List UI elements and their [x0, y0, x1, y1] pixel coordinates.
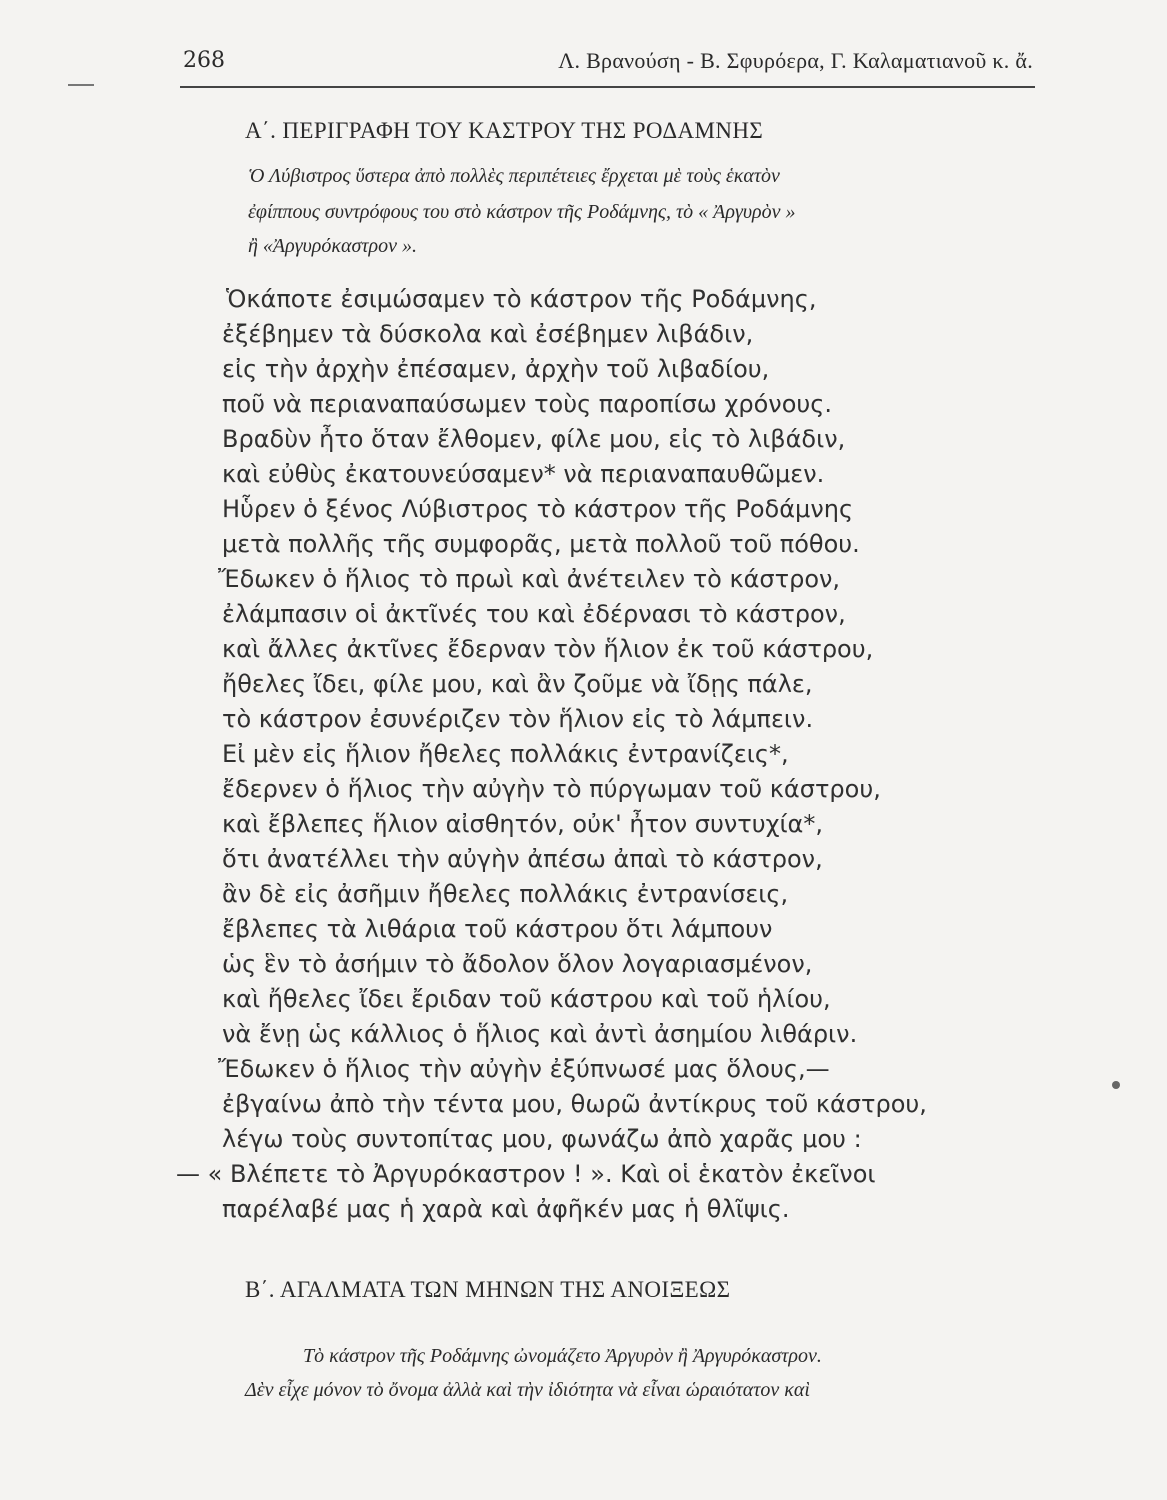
verse-line: Ὁκάποτε ἐσιμώσαμεν τὸ κάστρον τῆς Ροδάμνης,: [226, 285, 817, 313]
verse-line: καὶ ἤθελες ἴδει ἔριδαν τοῦ κάστρου καὶ τοῦ ἡλίου,: [222, 985, 831, 1013]
verse-line: Βραδὺν ἦτο ὅταν ἔλθομεν, φίλε μου, εἰς τὸ λιβάδιν,: [222, 425, 846, 453]
verse-line: ἔδερνεν ὁ ἥλιος τὴν αὐγὴν τὸ πύργωμαν τοῦ κάστρου,: [222, 775, 881, 803]
intro-line: ἐφίππους συντρόφους του στὸ κάστρον τῆς Ροδάμνης, τὸ « Ἀργυρὸν »: [248, 201, 796, 223]
verse-line: ἐλάμπασιν οἱ ἀκτῖνές του καὶ ἐδέρνασι τὸ κάστρον,: [222, 600, 846, 628]
verse-line: ἔβλεπες τὰ λιθάρια τοῦ κάστρου ὅτι λάμπουν: [222, 915, 773, 943]
running-head: Λ. Βρανούση - Β. Σφυρόερα, Γ. Καλαματιανοῦ κ. ἄ.: [558, 48, 1033, 73]
verse-line: εἰς τὴν ἀρχὴν ἐπέσαμεν, ἀρχὴν τοῦ λιβαδίου,: [222, 355, 770, 383]
verse-line: καὶ ἄλλες ἀκτῖνες ἔδερναν τὸν ἥλιον ἐκ τοῦ κάστρου,: [222, 635, 874, 663]
verse-line: καὶ εὐθὺς ἐκατουνεύσαμεν* νὰ περιαναπαυθῶμεν.: [222, 460, 825, 488]
intro-line: ἢ «Ἀργυρόκαστρον ».: [248, 235, 417, 257]
verse-line: ὅτι ἀνατέλλει τὴν αὐγὴν ἀπέσω ἀπαὶ τὸ κάστρον,: [222, 845, 823, 873]
margin-mark: [68, 84, 94, 86]
verse-line: ἂν δὲ εἰς ἀσῆμιν ἤθελες πολλάκις ἐντρανίσεις,: [222, 880, 789, 908]
verse-line: Ἔδωκεν ὁ ἥλιος τὸ πρωὶ καὶ ἀνέτειλεν τὸ κάστρον,: [218, 565, 841, 593]
verse-line: νὰ ἔνῃ ὡς κάλλιος ὁ ἥλιος καὶ ἀντὶ ἀσημίου λιθάριν.: [222, 1020, 858, 1048]
verse-line: ὡς ἓν τὸ ἀσήμιν τὸ ἄδολον ὅλον λογαριασμένον,: [222, 950, 813, 978]
verse-line: ἤθελες ἴδει, φίλε μου, καὶ ἂν ζοῦμε νὰ ἴδῃς πάλε,: [222, 670, 813, 698]
section-a-title: Α΄. ΠΕΡΙΓΡΑΦΗ ΤΟΥ ΚΑΣΤΡΟΥ ΤΗΣ ΡΟΔΑΜΝΗΣ: [245, 118, 764, 143]
verse-line: παρέλαβέ μας ἡ χαρὰ καὶ ἀφῆκέν μας ἡ θλῖψις.: [222, 1195, 790, 1223]
page-number: 268: [183, 48, 225, 73]
intro-line: Ὁ Λύβιστρος ὕστερα ἀπὸ πολλὲς περιπέτειες ἔρχεται μὲ τοὺς ἑκατὸν: [248, 165, 780, 187]
page-header: [183, 48, 1033, 82]
verse-line: ἐβγαίνω ἀπὸ τὴν τέντα μου, θωρῶ ἀντίκρυς τοῦ κάστρου,: [222, 1090, 927, 1118]
verse-line: καὶ ἔβλεπες ἥλιον αἰσθητόν, οὐκ' ἦτον συντυχία*,: [222, 810, 824, 838]
body-line: Δὲν εἶχε μόνον τὸ ὄνομα ἀλλὰ καὶ τὴν ἰδιότητα νὰ εἶναι ὡραιότατον καὶ: [245, 1379, 810, 1401]
section-b-title: Β΄. ΑΓΑΛΜΑΤΑ ΤΩΝ ΜΗΝΩΝ ΤΗΣ ΑΝΟΙΞΕΩΣ: [245, 1277, 731, 1302]
verse-line: λέγω τοὺς συντοπίτας μου, φωνάζω ἀπὸ χαρᾶς μου :: [222, 1125, 862, 1153]
verse-line: — « Βλέπετε τὸ Ἀργυρόκαστρον ! ». Καὶ οἱ ἑκατὸν ἐκεῖνοι: [176, 1160, 876, 1188]
verse-line: Ηὗρεν ὁ ξένος Λύβιστρος τὸ κάστρον τῆς Ροδάμνης: [222, 495, 854, 523]
verse-line: Ἔδωκεν ὁ ἥλιος τὴν αὐγὴν ἐξύπνωσέ μας ὅλους,—: [218, 1055, 830, 1083]
ink-spot: [1112, 1081, 1120, 1089]
verse-line: μετὰ πολλῆς τῆς συμφορᾶς, μετὰ πολλοῦ τοῦ πόθου.: [222, 530, 860, 558]
verse-line: ποῦ νὰ περιαναπαύσωμεν τοὺς παροπίσω χρόνους.: [222, 390, 832, 418]
verse-line: Εἰ μὲν εἰς ἥλιον ἤθελες πολλάκις ἐντρανίζεις*,: [222, 740, 789, 768]
verse-line: ἐξέβημεν τὰ δύσκολα καὶ ἐσέβημεν λιβάδιν,: [222, 320, 754, 348]
header-rule: [180, 86, 1035, 88]
body-line: Τὸ κάστρον τῆς Ροδάμνης ὠνομάζετο Ἀργυρὸν ἢ Ἀργυρόκαστρον.: [303, 1345, 822, 1367]
verse-line: τὸ κάστρον ἐσυνέριζεν τὸν ἥλιον εἰς τὸ λάμπειν.: [222, 705, 814, 733]
